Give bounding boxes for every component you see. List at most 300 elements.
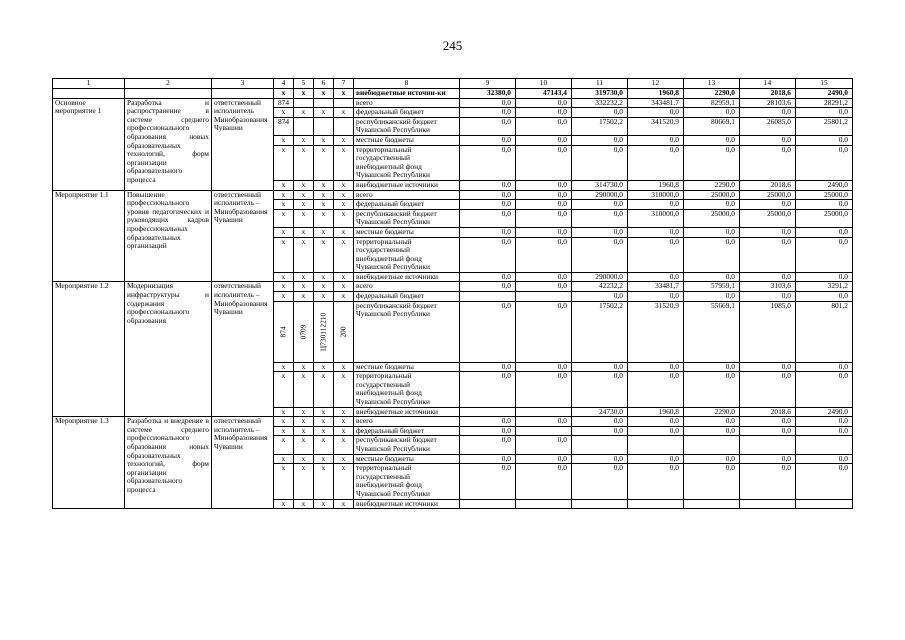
code-cell: х	[294, 237, 314, 272]
value-cell: 290000,0	[572, 272, 628, 282]
column-number: 8	[354, 79, 460, 89]
value-cell: 0,0	[740, 272, 796, 282]
code-cell: х	[274, 272, 294, 282]
value-cell: 0,0	[516, 190, 572, 200]
column-number: 3	[212, 79, 274, 89]
block-executor: ответственный исполнитель Минобразования Чувашии	[212, 98, 274, 190]
value-cell: 25000,0	[684, 209, 740, 227]
code-cell	[314, 117, 334, 135]
value-cell: 0,0	[684, 292, 740, 302]
value-cell: 25801,2	[796, 117, 853, 135]
value-cell: 0,0	[572, 108, 628, 118]
value-cell: 0,0	[684, 237, 740, 272]
source-cell: всего	[354, 98, 460, 108]
code-cell: х	[294, 464, 314, 499]
value-cell	[516, 407, 572, 417]
value-cell: 0,0	[628, 426, 684, 436]
code-cell: х	[294, 426, 314, 436]
value-cell: 0,0	[572, 209, 628, 227]
empty-cell	[212, 89, 274, 99]
code-cell: х	[294, 180, 314, 190]
code-cell: х	[314, 499, 334, 509]
value-cell	[796, 436, 853, 454]
value-cell: 0,0	[460, 237, 516, 272]
code-cell: х	[274, 180, 294, 190]
page-number: 245	[442, 38, 463, 53]
value-cell: 0,0	[572, 135, 628, 145]
code-cell: х	[274, 372, 294, 407]
source-cell: всего	[354, 282, 460, 292]
value-cell: 0,0	[740, 108, 796, 118]
code-cell: х	[274, 135, 294, 145]
value-cell: 0,0	[796, 237, 853, 272]
code-cell: х	[334, 499, 354, 509]
value-cell	[516, 426, 572, 436]
value-cell: 0,0	[740, 362, 796, 372]
value-cell: 0,0	[684, 426, 740, 436]
value-cell: 0,0	[460, 200, 516, 210]
code-cell: х	[314, 272, 334, 282]
value-cell: 0,0	[628, 372, 684, 407]
value-cell	[572, 436, 628, 454]
code-cell: 874	[274, 98, 294, 108]
source-cell: всего	[354, 190, 460, 200]
value-cell: 0,0	[740, 417, 796, 427]
value-cell: 0,0	[796, 292, 853, 302]
value-cell: 0,0	[460, 426, 516, 436]
value-cell: 0,0	[572, 200, 628, 210]
value-cell: 0,0	[684, 372, 740, 407]
value-cell: 0,0	[796, 227, 853, 237]
value-cell	[684, 499, 740, 509]
value-cell: 0,0	[628, 272, 684, 282]
code-cell: х	[334, 282, 354, 292]
code-text: 874	[278, 326, 288, 338]
block-executor: ответственный исполнитель – Минобразования Чувашии	[212, 282, 274, 417]
code-cell: х	[294, 108, 314, 118]
code-cell: х	[314, 237, 334, 272]
value-cell: 0,0	[628, 417, 684, 427]
value-cell: 0,0	[460, 436, 516, 454]
value-cell: 32380,0	[460, 89, 516, 99]
value-cell	[740, 436, 796, 454]
code-cell: х	[294, 209, 314, 227]
value-cell: 310000,0	[628, 209, 684, 227]
value-cell: 0,0	[628, 135, 684, 145]
code-cell: х	[334, 407, 354, 417]
value-cell: 0,0	[628, 362, 684, 372]
column-number: 12	[628, 79, 684, 89]
code-cell: х	[274, 145, 294, 180]
table-row	[53, 190, 853, 200]
source-cell: местные бюджеты	[354, 227, 460, 237]
code-cell: х	[314, 372, 334, 407]
value-cell: 0,0	[684, 464, 740, 499]
code-cell: х	[294, 407, 314, 417]
value-cell: 42232,2	[572, 282, 628, 292]
value-cell: 0,0	[740, 292, 796, 302]
source-cell: федеральный бюджет	[354, 292, 460, 302]
value-cell: 0,0	[516, 454, 572, 464]
code-cell: х	[294, 454, 314, 464]
value-cell: 0,0	[516, 464, 572, 499]
value-cell: 25000,0	[796, 209, 853, 227]
column-number: 1	[53, 79, 125, 89]
value-cell: 0,0	[516, 301, 572, 362]
source-cell: внебюджетные источники	[354, 499, 460, 509]
source-cell: республиканский бюджет Чувашской Республики	[354, 209, 460, 227]
value-cell: 80669,1	[684, 117, 740, 135]
code-cell: х	[334, 372, 354, 407]
column-number: 14	[740, 79, 796, 89]
source-cell: республиканский бюджет Чувашской Республики	[354, 117, 460, 135]
value-cell: 0,0	[684, 145, 740, 180]
source-cell: внебюджетные источни-ки	[354, 89, 460, 99]
value-cell: 0,0	[572, 362, 628, 372]
source-cell: территориальный государственный внебюджетный фонд Чувашской Республики	[354, 372, 460, 407]
code-cell: х	[294, 292, 314, 302]
code-cell: х	[314, 282, 334, 292]
value-cell: 0,0	[572, 454, 628, 464]
value-cell: 0,0	[516, 180, 572, 190]
column-number: 2	[125, 79, 212, 89]
empty-cell	[53, 89, 125, 99]
value-cell: 0,0	[684, 417, 740, 427]
value-cell: 0,0	[516, 98, 572, 108]
value-cell: 1085,0	[740, 301, 796, 362]
code-cell: х	[274, 464, 294, 499]
value-cell: 0,0	[628, 464, 684, 499]
value-cell: 0,0	[516, 417, 572, 427]
code-cell: х	[334, 436, 354, 454]
source-cell: федеральный бюджет	[354, 426, 460, 436]
value-cell: 0,0	[460, 180, 516, 190]
code-cell: х	[314, 417, 334, 427]
value-cell: 2290,0	[684, 89, 740, 99]
table-row	[53, 417, 853, 427]
source-cell: местные бюджеты	[354, 362, 460, 372]
value-cell: 1960,8	[628, 407, 684, 417]
value-cell: 0,0	[796, 272, 853, 282]
value-cell: 2490,0	[796, 180, 853, 190]
value-cell: 0,0	[516, 372, 572, 407]
source-cell: республиканский бюджет Чувашской Республики	[354, 436, 460, 454]
value-cell: 0,0	[460, 372, 516, 407]
code-cell: х	[334, 426, 354, 436]
column-number: 7	[334, 79, 354, 89]
value-cell: 0,0	[572, 372, 628, 407]
value-cell: 26085,0	[740, 117, 796, 135]
value-cell: 0,0	[796, 454, 853, 464]
code-text: 0709	[298, 324, 308, 340]
value-cell: 2290,0	[684, 180, 740, 190]
value-cell: 332232,2	[572, 98, 628, 108]
code-cell	[334, 301, 354, 362]
value-cell	[684, 436, 740, 454]
code-cell: х	[314, 180, 334, 190]
value-cell: 57959,1	[684, 282, 740, 292]
value-cell: 31520,9	[628, 301, 684, 362]
source-cell: территориальный государственный внебюджетный фонд Чувашской Республики	[354, 145, 460, 180]
value-cell	[460, 292, 516, 302]
value-cell: 0,0	[628, 227, 684, 237]
code-cell: х	[314, 135, 334, 145]
code-cell: х	[314, 227, 334, 237]
value-cell: 310000,0	[628, 190, 684, 200]
value-cell: 33481,7	[628, 282, 684, 292]
source-cell: республиканский бюджет Чувашской Республики	[354, 301, 460, 362]
block-title: Основное мероприятие 1	[53, 98, 125, 190]
code-cell: х	[314, 426, 334, 436]
code-cell: х	[334, 145, 354, 180]
value-cell: 0,0	[460, 301, 516, 362]
value-cell: 0,0	[516, 200, 572, 210]
code-cell: х	[334, 292, 354, 302]
value-cell: 25000,0	[684, 190, 740, 200]
code-cell	[314, 98, 334, 108]
code-cell	[274, 301, 294, 362]
value-cell: 0,0	[796, 426, 853, 436]
code-cell: х	[314, 108, 334, 118]
value-cell: 0,0	[628, 145, 684, 180]
code-cell: х	[334, 190, 354, 200]
table-row	[53, 282, 853, 292]
value-cell: 28291,2	[796, 98, 853, 108]
code-cell: х	[314, 145, 334, 180]
code-cell: х	[314, 89, 334, 99]
code-cell: х	[294, 436, 314, 454]
code-cell: х	[274, 209, 294, 227]
column-number: 11	[572, 79, 628, 89]
code-cell: х	[334, 464, 354, 499]
code-cell: х	[334, 454, 354, 464]
value-cell: 0,0	[460, 145, 516, 180]
value-cell	[460, 499, 516, 509]
value-cell	[516, 499, 572, 509]
value-cell: 0,0	[740, 454, 796, 464]
value-cell: 3103,6	[740, 282, 796, 292]
value-cell: 0,0	[796, 135, 853, 145]
value-cell: 0,0	[740, 145, 796, 180]
code-text: Ц730112210	[318, 312, 328, 351]
code-cell	[294, 117, 314, 135]
value-cell: 0,0	[460, 117, 516, 135]
source-cell: территориальный государственный внебюджетный фонд Чувашской Республики	[354, 464, 460, 499]
code-cell: х	[334, 237, 354, 272]
value-cell: 0,0	[796, 362, 853, 372]
value-cell: 0,0	[460, 417, 516, 427]
value-cell: 0,0	[516, 209, 572, 227]
value-cell: 0,0	[516, 436, 572, 454]
value-cell: 0,0	[628, 292, 684, 302]
empty-cell	[125, 89, 212, 99]
value-cell: 0,0	[684, 272, 740, 282]
code-cell: х	[334, 362, 354, 372]
code-cell: х	[294, 200, 314, 210]
value-cell: 0,0	[460, 190, 516, 200]
code-cell: х	[314, 190, 334, 200]
code-cell: х	[314, 464, 334, 499]
value-cell	[740, 499, 796, 509]
value-cell: 25000,0	[796, 190, 853, 200]
block-title: Мероприятие 1.2	[53, 282, 125, 417]
value-cell: 0,0	[684, 108, 740, 118]
code-cell: х	[314, 200, 334, 210]
value-cell: 0,0	[796, 417, 853, 427]
code-cell	[314, 301, 334, 362]
total-row	[53, 89, 853, 99]
value-cell: 0,0	[684, 227, 740, 237]
code-cell: х	[274, 108, 294, 118]
value-cell: 0,0	[460, 282, 516, 292]
code-cell: х	[294, 282, 314, 292]
value-cell: 0,0	[460, 108, 516, 118]
value-cell: 0,0	[572, 464, 628, 499]
code-cell: х	[314, 362, 334, 372]
column-number: 5	[294, 79, 314, 89]
block-description: Разработка и внедрение в системе среднего профессионального образования новых образовательных технологий, форм организации образовательного процесса	[125, 417, 212, 509]
value-cell: 0,0	[572, 426, 628, 436]
code-cell: х	[274, 200, 294, 210]
value-cell: 1960,8	[628, 89, 684, 99]
code-cell: х	[294, 135, 314, 145]
code-text: 200	[338, 326, 348, 338]
value-cell: 0,0	[516, 117, 572, 135]
value-cell: 0,0	[460, 454, 516, 464]
value-cell: 0,0	[628, 237, 684, 272]
block-description: Модернизация инфраструктуры и содержания профессионального образования	[125, 282, 212, 417]
block-executor: ответственный исполнитель – Минобразования Чувашии	[212, 190, 274, 282]
value-cell: 0,0	[796, 200, 853, 210]
code-cell	[294, 98, 314, 108]
code-cell	[294, 301, 314, 362]
value-cell: 0,0	[796, 464, 853, 499]
value-cell: 2290,0	[684, 407, 740, 417]
value-cell: 0,0	[516, 145, 572, 180]
value-cell: 0,0	[460, 209, 516, 227]
value-cell: 2490,0	[796, 89, 853, 99]
column-number: 6	[314, 79, 334, 89]
code-cell: х	[274, 499, 294, 509]
code-cell: х	[274, 227, 294, 237]
code-cell: х	[294, 417, 314, 427]
source-cell: местные бюджеты	[354, 454, 460, 464]
code-cell: х	[334, 227, 354, 237]
code-cell: х	[274, 89, 294, 99]
value-cell: 25000,0	[740, 209, 796, 227]
value-cell: 0,0	[628, 108, 684, 118]
code-cell: х	[294, 145, 314, 180]
value-cell: 0,0	[572, 417, 628, 427]
value-cell: 2490,0	[796, 407, 853, 417]
code-cell: х	[334, 108, 354, 118]
value-cell: 0,0	[460, 135, 516, 145]
code-cell: х	[274, 407, 294, 417]
block-description: Разработка и распространение в системе среднего профессионального образования новых образовательных технологий, форм организации образовательного процесса	[125, 98, 212, 190]
source-cell: территориальный государственный внебюджетный фонд Чувашской Республики	[354, 237, 460, 272]
value-cell: 0,0	[740, 237, 796, 272]
value-cell: 0,0	[516, 108, 572, 118]
value-cell: 0,0	[628, 454, 684, 464]
value-cell: 341520,9	[628, 117, 684, 135]
value-cell: 24730,0	[572, 407, 628, 417]
value-cell: 0,0	[684, 200, 740, 210]
value-cell: 0,0	[516, 227, 572, 237]
source-cell: федеральный бюджет	[354, 108, 460, 118]
value-cell: 0,0	[516, 282, 572, 292]
code-cell: х	[334, 200, 354, 210]
code-cell: х	[314, 209, 334, 227]
value-cell: 343481,7	[628, 98, 684, 108]
code-cell: х	[274, 282, 294, 292]
code-cell: х	[274, 237, 294, 272]
value-cell: 0,0	[572, 227, 628, 237]
column-number: 10	[516, 79, 572, 89]
code-cell: х	[294, 499, 314, 509]
value-cell: 0,0	[460, 98, 516, 108]
code-cell: х	[274, 436, 294, 454]
code-cell: х	[294, 227, 314, 237]
value-cell: 290000,0	[572, 190, 628, 200]
value-cell: 0,0	[740, 227, 796, 237]
code-cell: х	[294, 372, 314, 407]
value-cell: 28103,6	[740, 98, 796, 108]
source-cell: внебюджетные источники	[354, 407, 460, 417]
value-cell: 0,0	[460, 227, 516, 237]
value-cell: 25000,0	[740, 190, 796, 200]
code-cell: х	[334, 272, 354, 282]
table-row	[53, 98, 853, 108]
value-cell: 0,0	[572, 145, 628, 180]
value-cell: 0,0	[740, 464, 796, 499]
value-cell: 314730,0	[572, 180, 628, 190]
value-cell: 0,0	[740, 372, 796, 407]
code-cell: х	[294, 362, 314, 372]
value-cell: 55669,1	[684, 301, 740, 362]
value-cell: 0,0	[740, 200, 796, 210]
value-cell: 0,0	[740, 135, 796, 145]
column-number-row	[53, 79, 853, 89]
code-cell	[334, 117, 354, 135]
value-cell	[460, 407, 516, 417]
code-cell: х	[314, 454, 334, 464]
column-number: 15	[796, 79, 853, 89]
column-number: 9	[460, 79, 516, 89]
block-executor: ответственный исполнитель – Минобразования Чувашии	[212, 417, 274, 509]
value-cell: 17502,2	[572, 117, 628, 135]
value-cell: 0,0	[740, 426, 796, 436]
value-cell: 47143,4	[516, 89, 572, 99]
code-cell: х	[274, 190, 294, 200]
value-cell: 2018,6	[740, 407, 796, 417]
block-description: Повышение профессионального уровня педагогических и руководящих кадров профессиональных образовательных организаций	[125, 190, 212, 282]
value-cell: 0,0	[796, 372, 853, 407]
value-cell	[796, 499, 853, 509]
code-cell: х	[274, 362, 294, 372]
value-cell: 0,0	[460, 272, 516, 282]
code-cell: х	[334, 135, 354, 145]
value-cell: 2018,6	[740, 180, 796, 190]
code-cell: х	[274, 426, 294, 436]
code-cell: х	[334, 417, 354, 427]
value-cell: 319730,0	[572, 89, 628, 99]
value-cell: 0,0	[572, 237, 628, 272]
value-cell: 0,0	[628, 200, 684, 210]
value-cell: 0,0	[796, 145, 853, 180]
column-number: 4	[274, 79, 294, 89]
code-cell: х	[274, 292, 294, 302]
source-cell: всего	[354, 417, 460, 427]
